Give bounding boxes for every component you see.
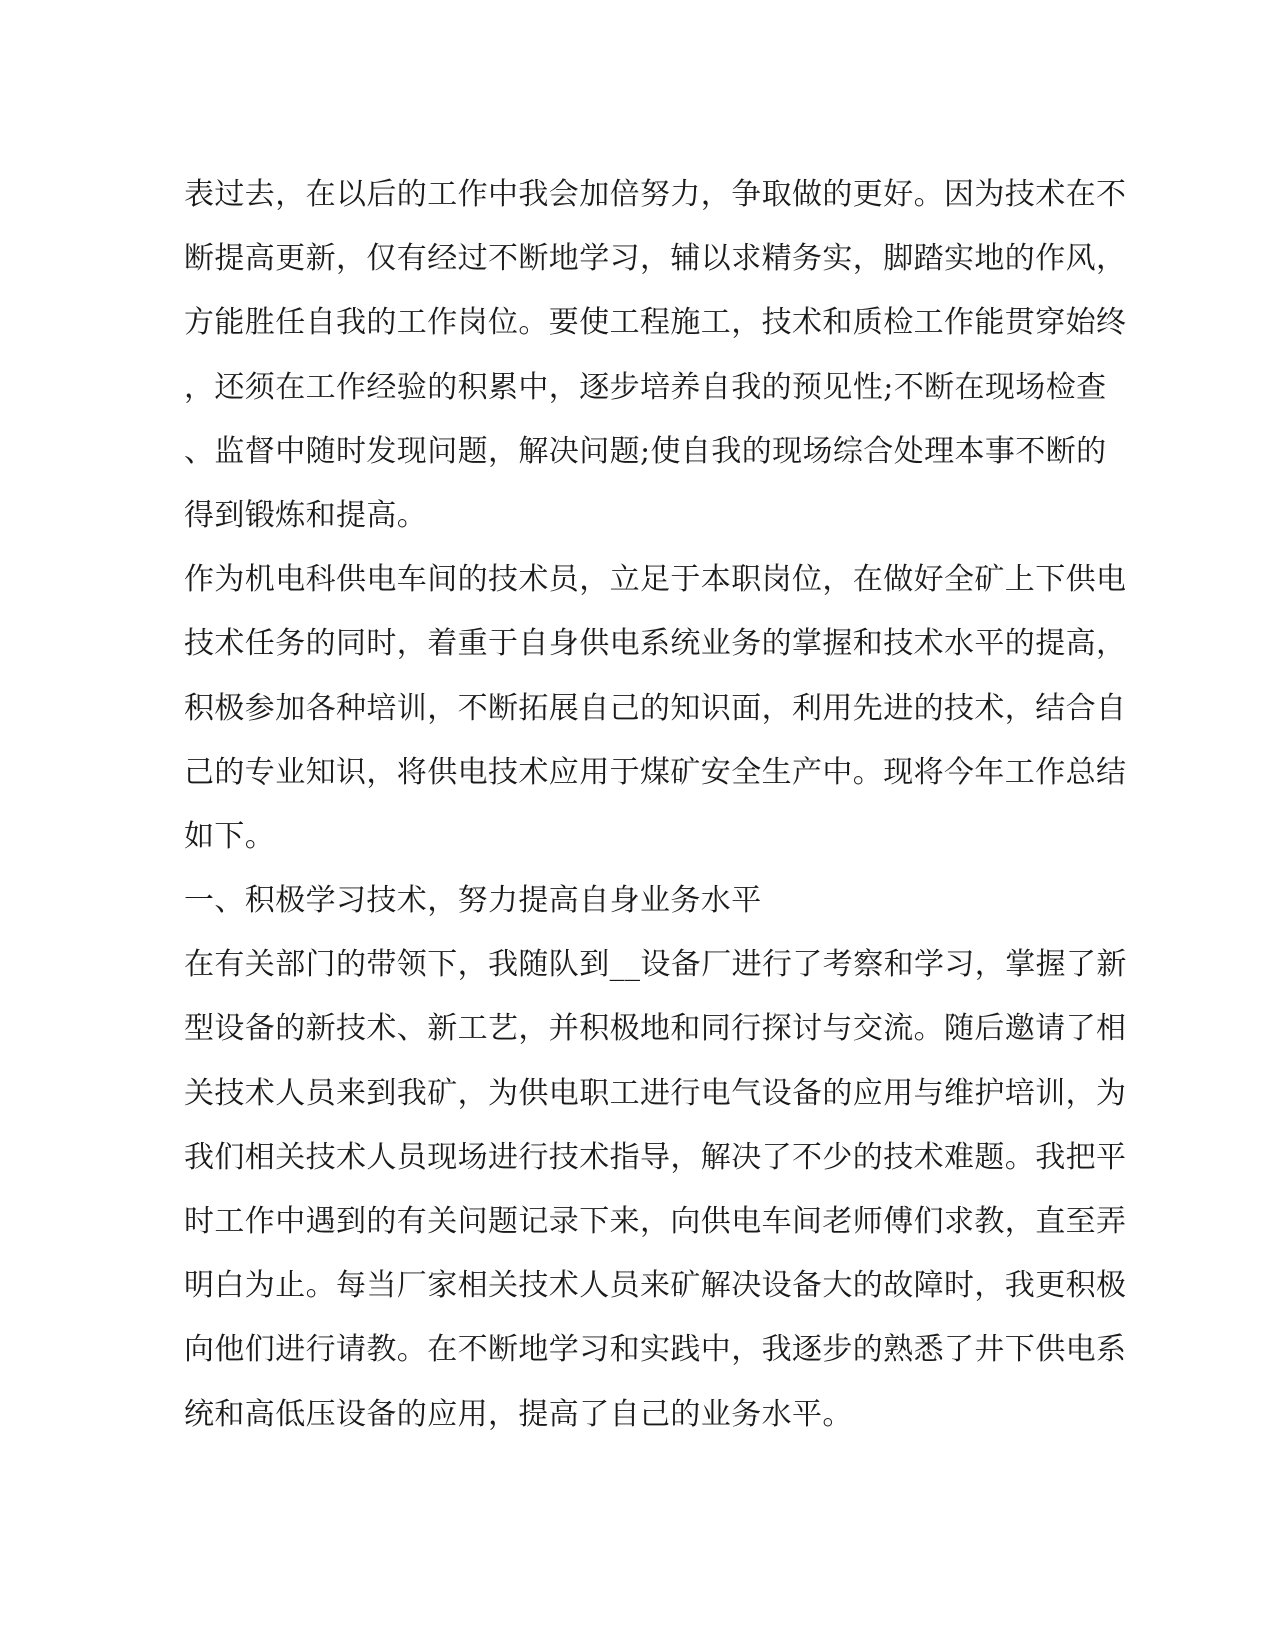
text-line: 技术任务的同时，着重于自身供电系统业务的掌握和技术水平的提高，	[184, 626, 1127, 662]
text-line: 断提高更新，仅有经过不断地学习，辅以求精务实，脚踏实地的作风，	[184, 241, 1127, 277]
paragraph-1	[184, 163, 1127, 548]
text-line: 我们相关技术人员现场进行技术指导，解决了不少的技术难题。我把平	[184, 1139, 1127, 1175]
text-line: 己的专业知识，将供电技术应用于煤矿安全生产中。现将今年工作总结	[184, 754, 1127, 790]
paragraph-3	[184, 933, 1127, 1447]
text-line: ，还须在工作经验的积累中，逐步培养自我的预见性;不断在现场检查	[184, 369, 1107, 405]
text-line: 一、积极学习技术，努力提高自身业务水平	[184, 883, 762, 919]
text-line: 关技术人员来到我矿，为供电职工进行电气设备的应用与维护培训，为	[184, 1075, 1127, 1111]
text-line: 表过去，在以后的工作中我会加倍努力，争取做的更好。因为技术在不	[184, 177, 1127, 212]
text-line: 作为机电科供电车间的技术员，立足于本职岗位，在做好全矿上下供电	[184, 562, 1127, 598]
section-heading	[184, 869, 1088, 933]
text-line: 如下。	[184, 818, 276, 854]
text-line: 方能胜任自我的工作岗位。要使工程施工，技术和质检工作能贯穿始终	[184, 305, 1127, 341]
document-body	[184, 163, 1127, 1447]
text-line: 明白为止。每当厂家相关技术人员来矿解决设备大的故障时，我更积极	[184, 1268, 1127, 1304]
text-line: 时工作中遇到的有关问题记录下来，向供电车间老师傅们求教，直至弄	[184, 1204, 1127, 1239]
text-line: 向他们进行请教。在不断地学习和实践中，我逐步的熟悉了井下供电系	[184, 1332, 1127, 1368]
text-line: 、监督中随时发现问题，解决问题;使自我的现场综合处理本事不断的	[184, 433, 1107, 469]
text-line: 统和高低压设备的应用，提高了自己的业务水平。	[184, 1396, 853, 1432]
text-line: 型设备的新技术、新工艺，并积极地和同行探讨与交流。随后邀请了相	[184, 1011, 1127, 1047]
text-line: 在有关部门的带领下，我随队到__设备厂进行了考察和学习，掌握了新	[184, 947, 1127, 983]
text-line: 积极参加各种培训，不断拓展自己的知识面，利用先进的技术，结合自	[184, 690, 1127, 726]
paragraph-2	[184, 548, 1127, 869]
text-line: 得到锻炼和提高。	[184, 497, 428, 533]
